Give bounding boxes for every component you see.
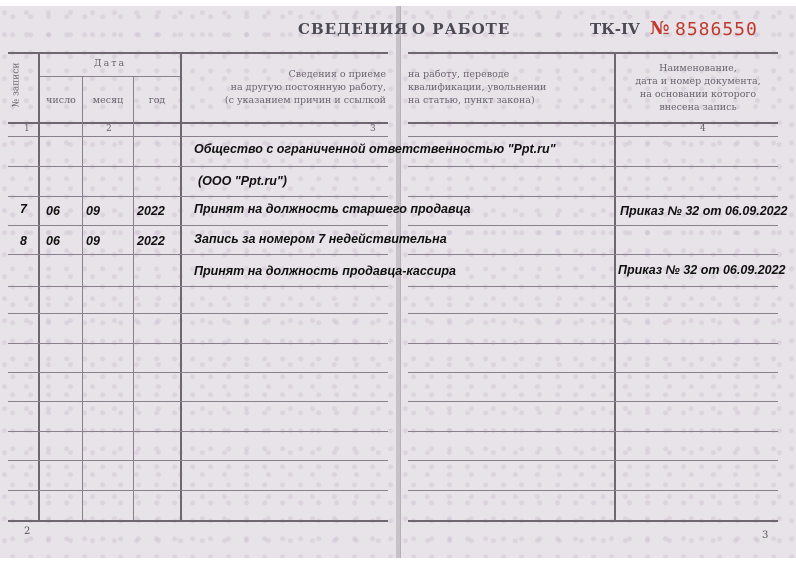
colnum-bottom-border-left (8, 136, 388, 137)
row-line (408, 225, 778, 226)
col-divider-day (82, 76, 83, 520)
colnum-3: 3 (370, 124, 376, 134)
page-number-right: 3 (762, 530, 769, 541)
row8-year: 2022 (137, 234, 165, 248)
date-header: Дата (93, 58, 127, 69)
row-line (408, 254, 778, 255)
row7-document: Приказ № 32 от 06.09.2022 (620, 204, 788, 218)
row-line (408, 166, 778, 167)
table-bottom-border-left (8, 520, 388, 522)
info-header-left: Сведения о приеме на другую постоянную работу, (с указанием причин и ссылкой (224, 69, 386, 106)
row-line (8, 460, 388, 461)
header-bottom-border-right (408, 122, 778, 124)
colnum-4: 4 (700, 124, 706, 134)
row-line (408, 196, 778, 197)
colnum-2: 2 (106, 124, 112, 134)
page-number-left: 2 (24, 526, 31, 537)
header-title-right: О РАБОТЕ (412, 20, 511, 38)
row-line (408, 372, 778, 373)
row-line (8, 343, 388, 344)
row-line (408, 431, 778, 432)
year-header: год (148, 95, 166, 106)
company-name: Общество с ограниченной ответственностью "Ppt.ru" (194, 142, 556, 156)
row7-text: Принят на должность старшего продавца (194, 202, 471, 216)
row7-year: 2022 (137, 204, 165, 218)
row-line (408, 401, 778, 402)
row-line (408, 286, 778, 287)
header-title-left: СВЕДЕНИЯ (298, 20, 409, 38)
row7-number: 7 (20, 202, 27, 216)
row-line (8, 225, 388, 226)
col-divider-month (133, 76, 134, 520)
row7-month: 09 (86, 204, 100, 218)
row9-document: Приказ № 32 от 06.09.2022 (618, 263, 786, 277)
row-line (8, 196, 388, 197)
month-header: месяц (92, 95, 124, 106)
info-header-right: на работу, переводе квалификации, увольнении на статью, пункт закона) (408, 69, 547, 106)
table-top-border-right (408, 52, 778, 54)
colnum-1: 1 (24, 124, 30, 134)
row-line (408, 490, 778, 491)
row8-month: 09 (86, 234, 100, 248)
row8-number: 8 (20, 234, 27, 248)
row-line (8, 490, 388, 491)
serial-number: 8586550 (675, 19, 758, 40)
series-label: ТК-IV (590, 20, 640, 38)
day-header: число (46, 95, 76, 106)
row-line (8, 372, 388, 373)
colnum-bottom-border-right (408, 136, 778, 137)
date-subheader-line (40, 76, 180, 77)
row8-text: Запись за номером 7 недействительна (194, 232, 447, 246)
document-header: Наименование, дата и номер документа, на основании которого внесена запись (635, 63, 761, 113)
company-short-name: (ООО "Ppt.ru") (198, 174, 287, 188)
row-line (8, 313, 388, 314)
table-bottom-border-right (408, 520, 778, 522)
row-line (8, 254, 388, 255)
row9-text: Принят на должность продавца-кассира (194, 264, 456, 278)
record-number-header: № записи (11, 62, 22, 108)
table-top-border-left (8, 52, 388, 54)
row-line (408, 460, 778, 461)
number-sign: № (650, 18, 670, 39)
row8-day: 06 (46, 234, 60, 248)
row-line (8, 166, 388, 167)
header-bottom-border-left (8, 122, 388, 124)
row-line (408, 343, 778, 344)
row-line (8, 286, 388, 287)
row-line (8, 401, 388, 402)
row-line (8, 431, 388, 432)
row7-day: 06 (46, 204, 60, 218)
row-line (408, 313, 778, 314)
